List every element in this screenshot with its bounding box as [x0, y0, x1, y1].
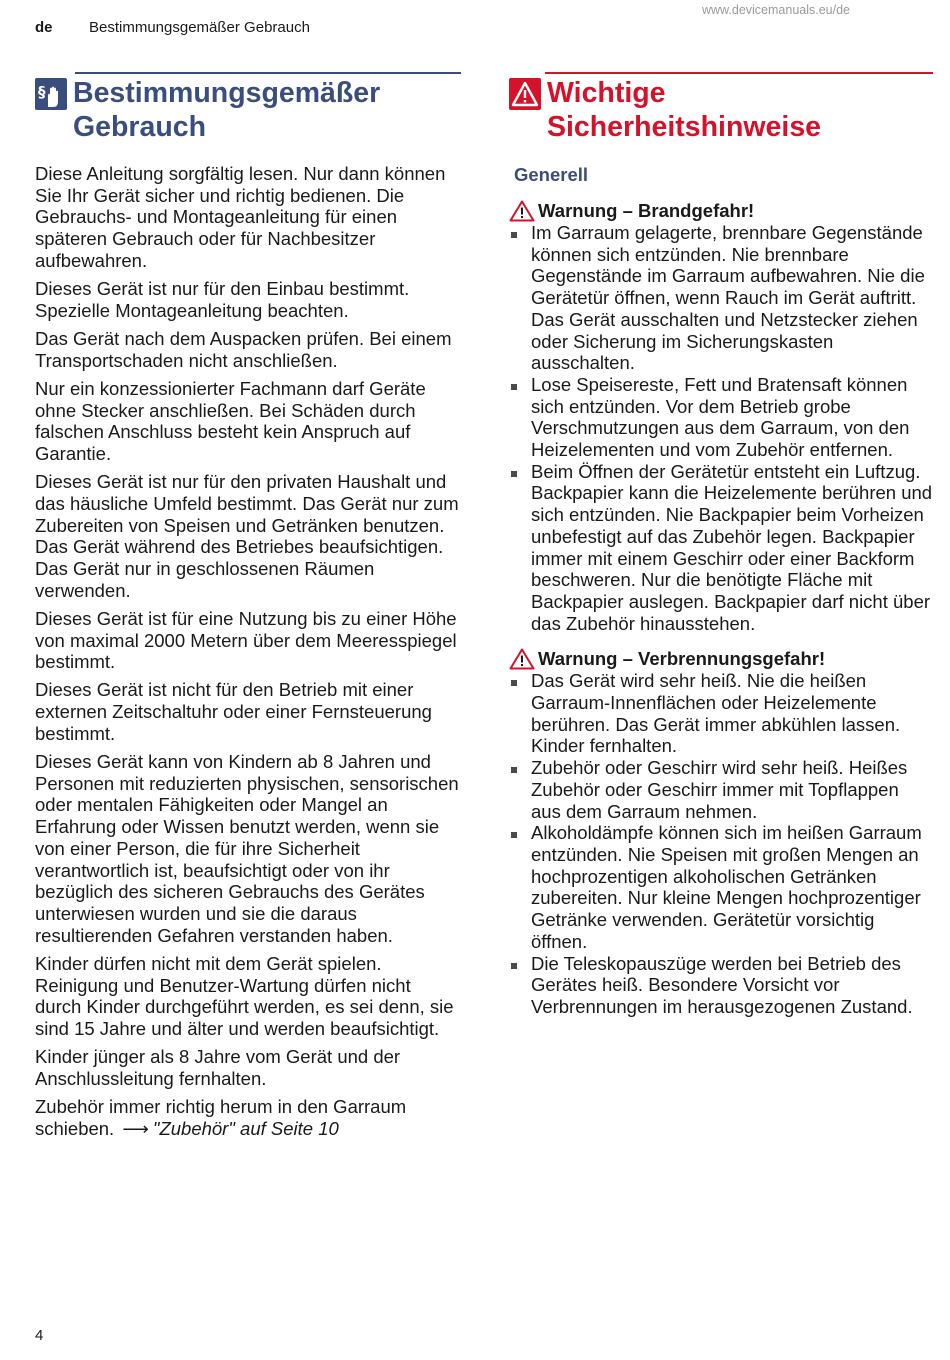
heading-rule	[75, 72, 461, 74]
warning-triangle-icon	[509, 648, 535, 670]
list-item-text: Alkoholdämpfe können sich im heißen Garraum entzünden. Nie Speisen mit großen Mengen an hochprozentigen alkoholischen Getränken zubereiten. Nur kleine Mengen hochprozentiger Getränke verwenden. Gerätetür vorsichtig öffnen.	[531, 822, 922, 952]
list-item	[509, 822, 933, 952]
square-bullet-icon	[511, 680, 517, 686]
warning-burn	[509, 648, 933, 670]
list-item	[509, 953, 933, 1018]
paragraph: Diese Anleitung sorgfältig lesen. Nur dann können Sie Ihr Gerät sicher und richtig bedienen. Die Gebrauchs- und Montageanleitung für einen späteren Gebrauch oder für Nachbesitzer aufbewahren.	[35, 163, 446, 271]
paragraph: Das Gerät nach dem Auspacken prüfen. Bei einem Transportschaden nicht anschließen.	[35, 327, 452, 371]
heading-line-2: Gebrauch	[73, 111, 207, 143]
warning-title: Warnung – Verbrennungsgefahr!	[538, 648, 826, 670]
left-column	[35, 72, 461, 1146]
warning-triangle-icon	[509, 78, 541, 110]
square-bullet-icon	[511, 963, 517, 969]
paragraph: Nur ein konzessionierter Fachmann darf Geräte ohne Stecker anschließen. Bei Schäden durch falschen Anschluss besteht kein Anspruch auf Garantie.	[35, 377, 426, 464]
heading-rule	[545, 72, 933, 74]
paragraph: Dieses Gerät kann von Kindern ab 8 Jahren und Personen mit reduzierten physischen, sensorischen oder mentalen Fähigkeiten oder Mangel an Erfahrung oder Wissen benutzt werden, wenn sie von einer Person, die für ihre Sicherheit verantwortlich ist, beaufsichtigt oder von ihr bezüglich des sicheren Gebrauchs des Gerätes unterwiesen wurden und sie die daraus resultierenden Gefahren verstanden haben.	[35, 751, 459, 946]
list-item	[509, 670, 933, 757]
heading-line-2: Sicherheitshinweise	[547, 111, 822, 143]
header-source-url[interactable]: www.devicemanuals.eu/de	[702, 3, 850, 17]
section-heading-safety	[509, 76, 933, 144]
square-bullet-icon	[511, 232, 517, 238]
heading-line-1: Bestimmungsgemäßer	[73, 77, 381, 109]
list-item	[509, 757, 933, 822]
cross-reference-link[interactable]: "Zubehör" auf Seite 10	[152, 1117, 339, 1139]
paragraph: Dieses Gerät ist für eine Nutzung bis zu einer Höhe von maximal 2000 Metern über dem Meeresspiegel bestimmt.	[35, 607, 457, 673]
list-item-text: Beim Öffnen der Gerätetür entsteht ein Luftzug. Backpapier kann die Heizelemente berühren und sich entzünden. Nie Backpapier beim Vorheizen unbefestigt auf das Zubehör legen. Backpapier immer mit einem Geschirr oder einer Backform beschweren. Nur die benötigte Fläche mit Backpapier auslegen. Backpapier darf nicht über das Zubehör hinausstehen.	[531, 460, 933, 634]
header-section-title: Bestimmungsgemäßer Gebrauch	[89, 19, 310, 36]
list-item	[509, 374, 933, 461]
square-bullet-icon	[511, 832, 517, 838]
page-number: 4	[35, 1327, 44, 1344]
subheading-general: Generell	[514, 164, 589, 185]
list-item-text: Die Teleskopauszüge werden bei Betrieb des Gerätes heiß. Besondere Vorsicht vor Verbrennungen im herausgezogenen Zustand.	[531, 952, 913, 1017]
warning-fire-list	[509, 222, 933, 634]
paragraph: Kinder jünger als 8 Jahre vom Gerät und der Anschlussleitung fernhalten.	[35, 1046, 401, 1089]
list-item	[509, 461, 933, 635]
paragraph: Dieses Gerät ist nicht für den Betrieb mit einer externen Zeitschaltuhr oder einer Fernsteuerung bestimmt.	[35, 679, 432, 744]
square-bullet-icon	[511, 471, 517, 477]
square-bullet-icon	[511, 384, 517, 390]
legal-hand-icon	[35, 78, 67, 110]
warning-triangle-icon	[509, 200, 535, 222]
paragraph-with-cross-reference	[35, 1096, 461, 1139]
header-language: de	[35, 19, 53, 36]
paragraph: Kinder dürfen nicht mit dem Gerät spielen. Reinigung und Benutzer-Wartung dürfen nicht durch Kinder durchgeführt werden, es sei denn, sie sind 15 Jahre und älter und werden beaufsichtigt.	[35, 952, 454, 1040]
list-item-text: Lose Speisereste, Fett und Bratensaft können sich entzünden. Vor dem Betrieb grobe Verschmutzungen aus dem Garraum, von den Heizelementen und vom Zubehör entfernen.	[531, 373, 910, 461]
paragraph: Dieses Gerät ist nur für den privaten Haushalt und das häusliche Umfeld bestimmt. Das Gerät nur zum Zubereiten von Speisen und Getränken benutzen. Das Gerät während des Betriebes beaufsichtigen. Das Gerät nur in geschlossenen Räumen verwenden.	[35, 471, 459, 601]
heading-line-1: Wichtige	[547, 77, 666, 109]
svg-text:§: §	[38, 83, 46, 101]
list-item-text: Zubehör oder Geschirr wird sehr heiß. Heißes Zubehör oder Geschirr immer mit Topflappen aus dem Garraum nehmen.	[531, 757, 908, 822]
warning-burn-list	[509, 670, 933, 1017]
right-column	[509, 72, 933, 1018]
list-item	[509, 222, 933, 374]
square-bullet-icon	[511, 767, 517, 773]
warning-fire	[509, 200, 933, 222]
arrow-right-icon: ⟶	[122, 1117, 149, 1139]
warning-title: Warnung – Brandgefahr!	[538, 200, 755, 221]
paragraph: Dieses Gerät ist nur für den Einbau bestimmt. Spezielle Montageanleitung beachten.	[35, 278, 410, 321]
paragraph-text: Zubehör immer richtig herum in den Garraum schieben.	[35, 1096, 407, 1139]
list-item-text: Das Gerät wird sehr heiß. Nie die heißen Garraum-Innenflächen oder Heizelemente berühren. Das Gerät immer abkühlen lassen. Kinder fernhalten.	[531, 670, 901, 757]
list-item-text: Im Garraum gelagerte, brennbare Gegenstände können sich entzünden. Nie brennbare Gegenstände im Garraum aufbewahren. Nie die Gerätetür öffnen, wenn Rauch im Gerät auftritt. Das Gerät ausschalten und Netzstecker ziehen oder Sicherung im Sicherungskasten ausschalten.	[531, 222, 925, 374]
section-heading-intended-use	[35, 76, 461, 144]
